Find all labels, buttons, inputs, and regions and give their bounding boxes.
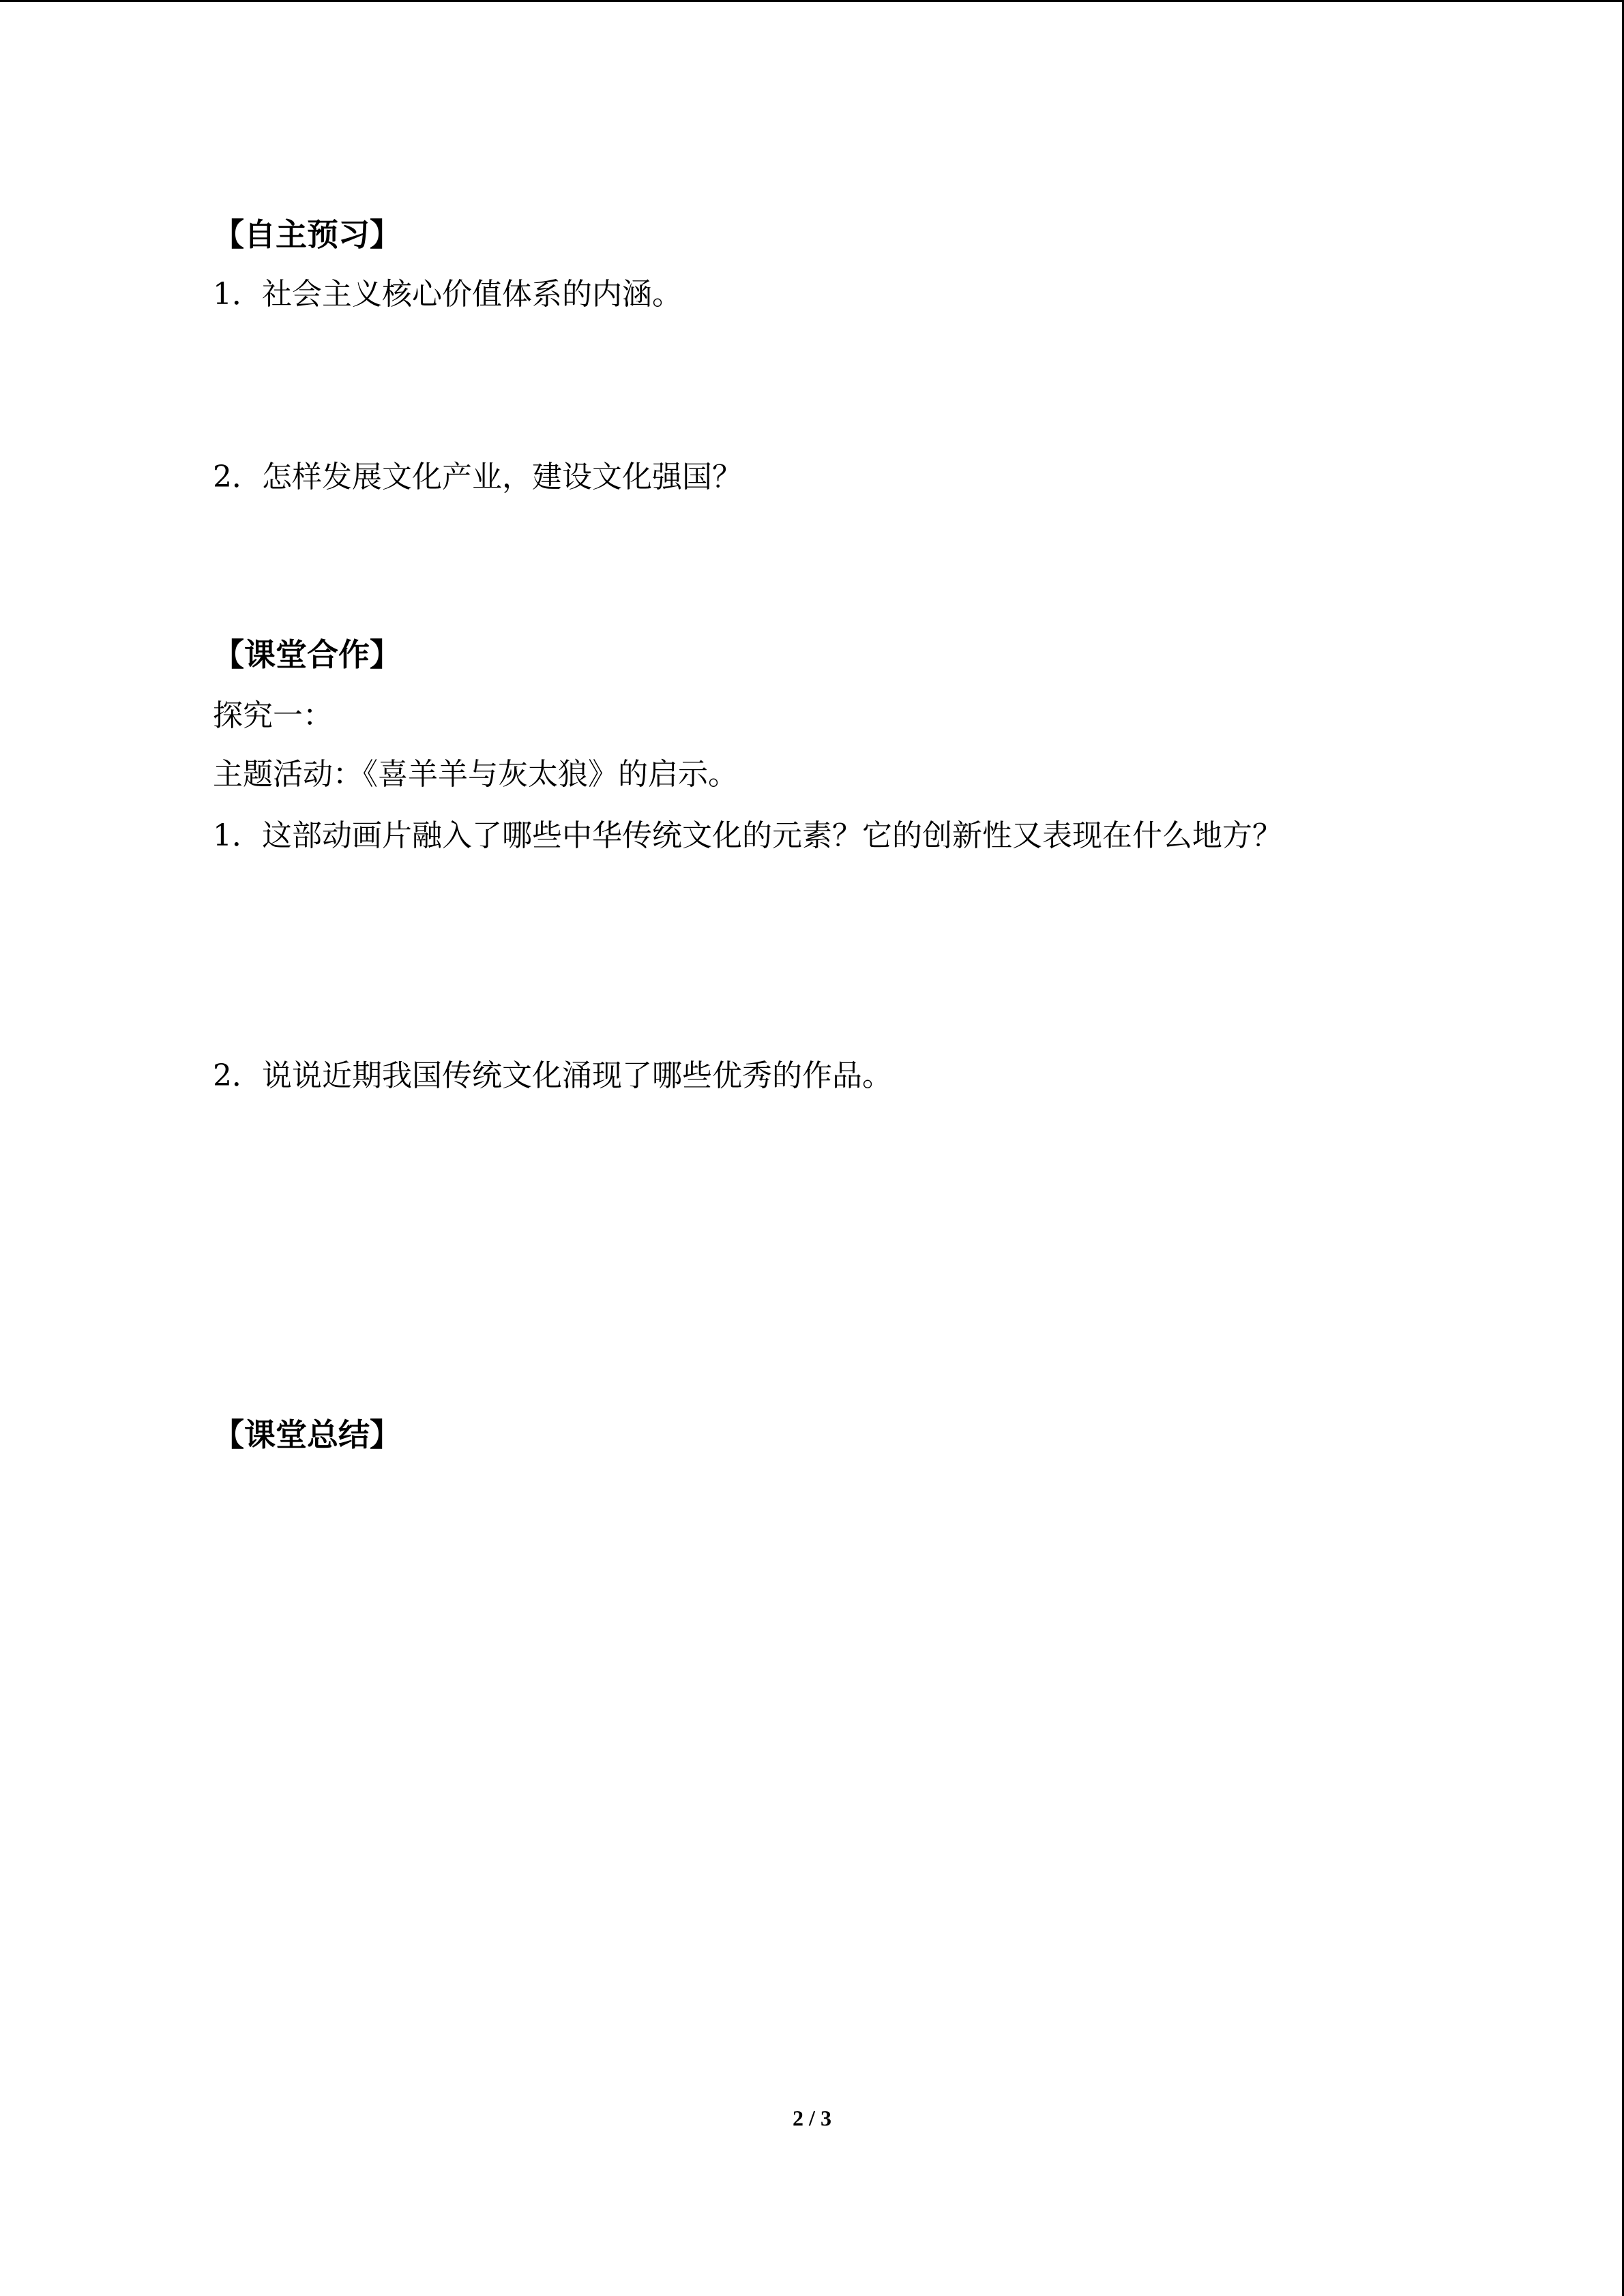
topic-activity: 主题活动：《喜羊羊与灰太狼》的启示。 [213,757,738,792]
section-heading-cooperation: 【课堂合作】 [213,636,401,673]
page-number: 2 / 3 [793,2106,831,2130]
page-top-border [0,0,1624,2]
cooperation-question-2: 2．说说近期我国传统文化涌现了哪些优秀的作品。 [213,1058,892,1093]
preview-question-2: 2．怎样发展文化产业，建设文化强国？ [213,460,742,494]
section-heading-preview: 【自主预习】 [213,216,401,253]
explore-label: 探究一： [213,698,333,733]
preview-question-1: 1．社会主义核心价值体系的内涵。 [213,277,682,312]
section-heading-summary: 【课堂总结】 [213,1416,401,1453]
cooperation-question-1: 1．这部动画片融入了哪些中华传统文化的元素？它的创新性又表现在什么地方？ [213,818,1282,853]
